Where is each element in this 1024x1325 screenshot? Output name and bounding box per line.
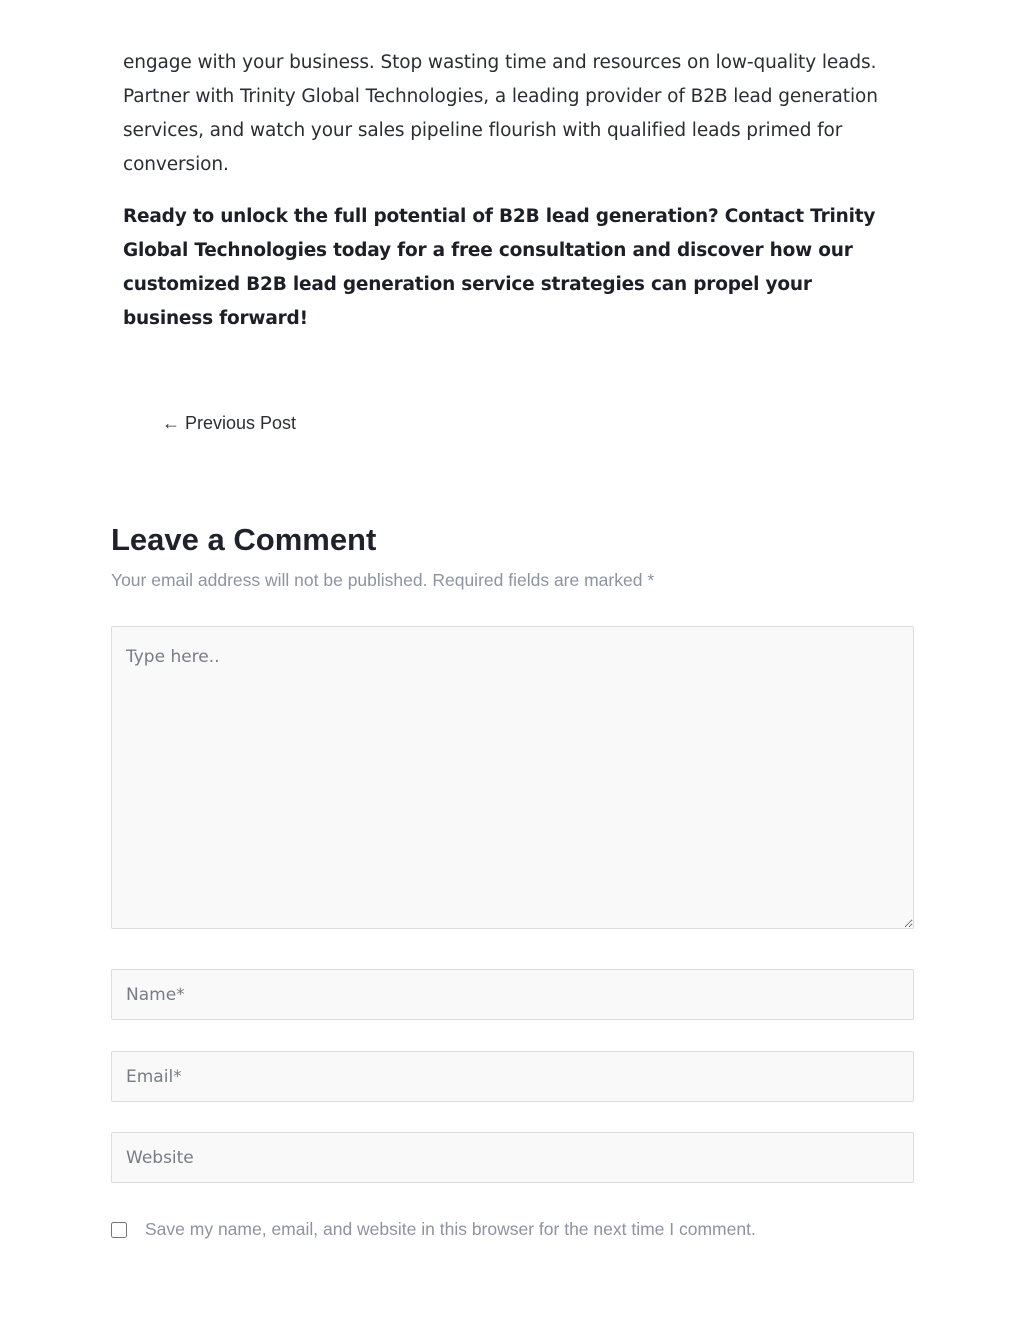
- comment-header: [111, 520, 914, 591]
- name-input[interactable]: [111, 969, 914, 1020]
- save-info-label[interactable]: Save my name, email, and website in this browser for the next time I comment.: [145, 1219, 756, 1239]
- save-info-checkbox[interactable]: [111, 1222, 127, 1238]
- post-navigation: [162, 413, 296, 434]
- article-paragraph: engage with your business. Stop wasting time and resources on low-quality leads. Partner with Trinity Global Technologies, a leading provider of B2B lead generation services, and watch your sales pipeline flourish with qualified leads primed for conversion.: [123, 52, 878, 175]
- article-content: [123, 46, 893, 336]
- article-cta: Ready to unlock the full potential of B2B lead generation? Contact Trinity Global Technologies today for a free consultation and discover how our customized B2B lead generation service strategies can propel your business forward!: [123, 206, 876, 329]
- previous-post-link[interactable]: ← Previous Post: [162, 413, 297, 433]
- website-input[interactable]: [111, 1132, 914, 1183]
- save-info-row: [111, 1219, 756, 1240]
- email-input[interactable]: [111, 1051, 914, 1102]
- comment-textarea[interactable]: [111, 626, 914, 929]
- comment-title: Leave a Comment: [111, 522, 377, 557]
- comment-note: Your email address will not be published. Required fields are marked *: [111, 570, 655, 590]
